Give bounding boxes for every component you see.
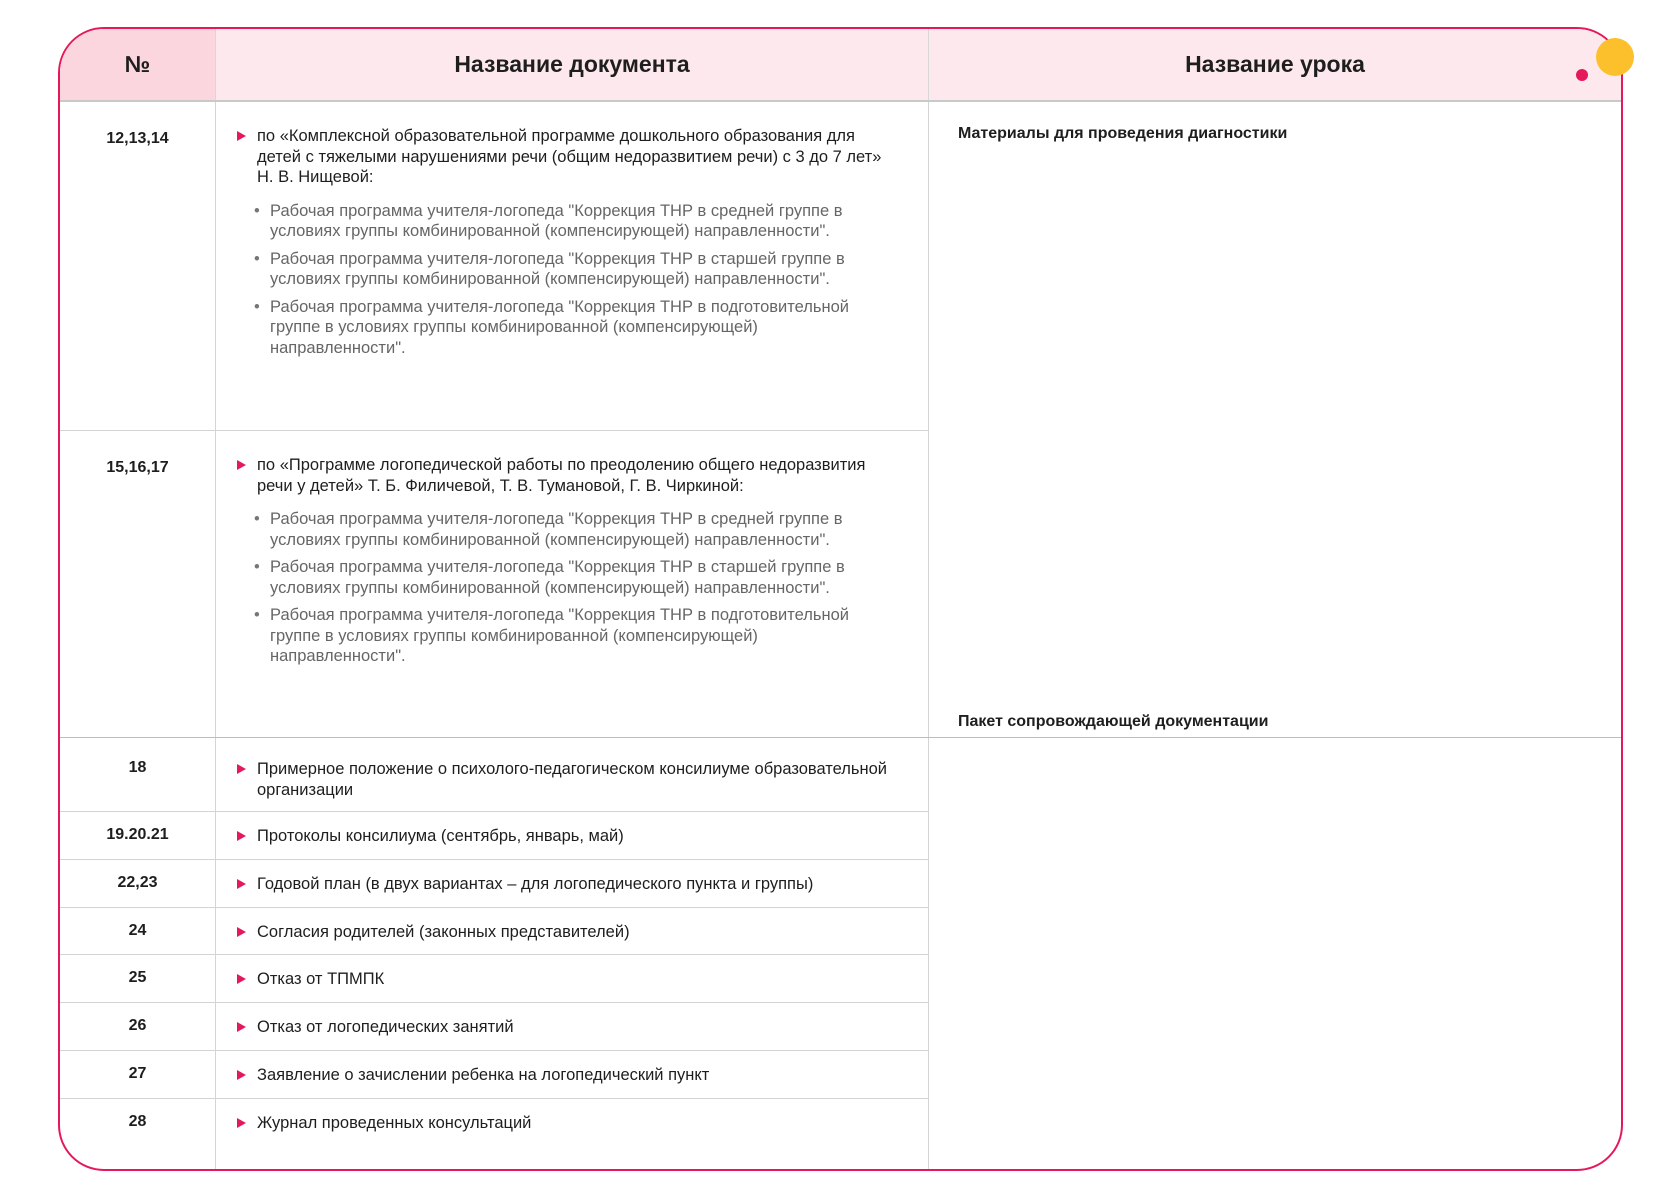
header-num: № bbox=[60, 29, 215, 100]
group-divider bbox=[60, 737, 1621, 738]
program-item: • Рабочая программа учителя-логопеда "Коррекция ТНР в средней группе в условиях группы комбинированной (компенсирующей) направленности". bbox=[254, 201, 888, 242]
document-title: Заявление о зачислении ребенка на логопедический пункт bbox=[257, 1066, 710, 1084]
row-number: 25 bbox=[128, 969, 147, 986]
lesson-title: Материалы для проведения диагностики bbox=[958, 125, 1288, 142]
program-item: • Рабочая программа учителя-логопеда "Коррекция ТНР в подготовительной группе в условиях группы комбинированной (компенсирующей) направленности". bbox=[254, 605, 888, 667]
document-entry bbox=[240, 1065, 888, 1086]
document-entry bbox=[240, 759, 888, 800]
header-lesson: Название урока bbox=[928, 29, 1621, 100]
red-dot-decoration bbox=[1576, 69, 1588, 81]
program-item: • Рабочая программа учителя-логопеда "Коррекция ТНР в старшей группе в условиях группы комбинированной (компенсирующей) направленности". bbox=[254, 249, 888, 290]
row-number: 15,16,17 bbox=[106, 459, 169, 476]
triangle-marker-icon bbox=[237, 927, 246, 937]
document-title: Протоколы консилиума (сентябрь, январь, май) bbox=[257, 827, 624, 845]
document-title: Согласия родителей (законных представителей) bbox=[257, 923, 630, 941]
document-entry bbox=[240, 1017, 888, 1038]
triangle-marker-icon bbox=[237, 879, 246, 889]
document-title: Годовой план (в двух вариантах – для логопедического пункта и группы) bbox=[257, 875, 814, 893]
row-number: 18 bbox=[128, 759, 147, 776]
document-title: Журнал проведенных консультаций bbox=[257, 1114, 532, 1132]
document-title: Отказ от ТПМПК bbox=[257, 970, 385, 988]
program-item: • Рабочая программа учителя-логопеда "Коррекция ТНР в подготовительной группе в условиях группы комбинированной (компенсирующей) направленности". bbox=[254, 297, 888, 359]
yellow-dot-decoration bbox=[1596, 38, 1634, 76]
table-header bbox=[60, 29, 1621, 102]
document-title: по «Комплексной образовательной программе дошкольного образования для детей с тяжелыми нарушениями речи (общим недоразвитием речи) с 3 до 7 лет» Н. В. Нищевой: bbox=[257, 127, 882, 186]
column-divider bbox=[928, 102, 929, 1169]
document-entry bbox=[240, 126, 888, 365]
triangle-marker-icon bbox=[237, 460, 246, 470]
program-item: • Рабочая программа учителя-логопеда "Коррекция ТНР в старшей группе в условиях группы комбинированной (компенсирующей) направленности". bbox=[254, 557, 888, 598]
triangle-marker-icon bbox=[237, 1070, 246, 1080]
triangle-marker-icon bbox=[237, 1022, 246, 1032]
document-entry bbox=[240, 826, 888, 847]
header-document: Название документа bbox=[215, 29, 928, 100]
table-row bbox=[60, 1099, 928, 1171]
document-entry bbox=[240, 969, 888, 990]
row-number: 24 bbox=[128, 922, 147, 939]
table-row bbox=[60, 102, 928, 431]
row-number: 22,23 bbox=[117, 874, 158, 891]
lesson-title: Пакет сопровождающей документации bbox=[958, 713, 1269, 730]
table-row bbox=[60, 955, 928, 1003]
document-entry bbox=[240, 1113, 888, 1134]
row-number: 27 bbox=[128, 1065, 147, 1082]
documents-table bbox=[58, 27, 1623, 1171]
program-item: • Рабочая программа учителя-логопеда "Коррекция ТНР в средней группе в условиях группы комбинированной (компенсирующей) направленности". bbox=[254, 509, 888, 550]
triangle-marker-icon bbox=[237, 131, 246, 141]
table-row bbox=[60, 860, 928, 908]
table-row bbox=[60, 737, 928, 812]
table-row bbox=[60, 431, 928, 737]
row-number: 28 bbox=[128, 1113, 147, 1130]
table-row bbox=[60, 1003, 928, 1051]
program-list bbox=[240, 509, 888, 667]
triangle-marker-icon bbox=[237, 831, 246, 841]
program-list bbox=[240, 201, 888, 359]
row-number: 26 bbox=[128, 1017, 147, 1034]
table-row bbox=[60, 1051, 928, 1099]
triangle-marker-icon bbox=[237, 974, 246, 984]
row-number: 12,13,14 bbox=[106, 130, 169, 147]
document-entry bbox=[240, 922, 888, 943]
table-row bbox=[60, 908, 928, 955]
table-row bbox=[60, 812, 928, 860]
document-entry bbox=[240, 874, 888, 895]
triangle-marker-icon bbox=[237, 1118, 246, 1128]
row-number: 19.20.21 bbox=[106, 826, 169, 843]
document-title: Примерное положение о психолого-педагогическом консилиуме образовательной организации bbox=[257, 760, 888, 799]
document-entry bbox=[240, 455, 888, 674]
document-title: Отказ от логопедических занятий bbox=[257, 1018, 514, 1036]
document-title: по «Программе логопедической работы по преодолению общего недоразвития речи у детей» Т. Б. Филичевой, Т. В. Тумановой, Г. В. Чиркиной: bbox=[257, 456, 866, 495]
triangle-marker-icon bbox=[237, 764, 246, 774]
